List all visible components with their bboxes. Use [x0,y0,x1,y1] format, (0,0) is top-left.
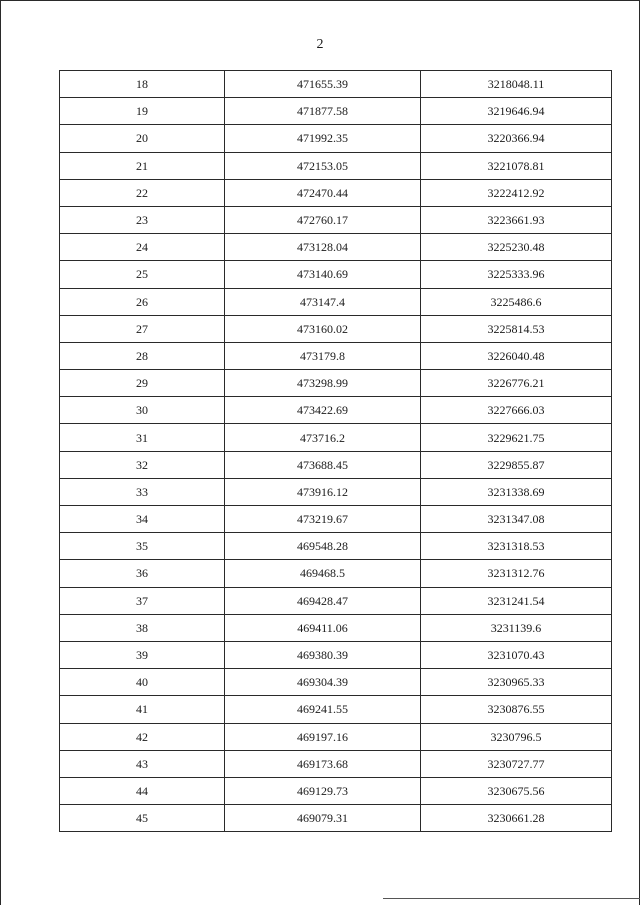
point-number-cell: 26 [60,288,225,315]
y-coordinate-cell: 3230727.77 [421,750,612,777]
table-row [60,669,612,696]
point-number-cell: 27 [60,315,225,342]
y-coordinate-cell: 3230876.55 [421,696,612,723]
point-number-cell: 30 [60,397,225,424]
table-row [60,370,612,397]
y-coordinate-cell: 3226040.48 [421,342,612,369]
x-coordinate-cell: 469411.06 [225,614,421,641]
table-row [60,777,612,804]
y-coordinate-cell: 3230661.28 [421,805,612,832]
point-number-cell: 19 [60,98,225,125]
point-number-cell: 41 [60,696,225,723]
x-coordinate-cell: 469173.68 [225,750,421,777]
coordinate-table-body [60,71,612,832]
y-coordinate-cell: 3230965.33 [421,669,612,696]
y-coordinate-cell: 3231139.6 [421,614,612,641]
y-coordinate-cell: 3222412.92 [421,179,612,206]
point-number-cell: 32 [60,451,225,478]
y-coordinate-cell: 3225333.96 [421,261,612,288]
x-coordinate-cell: 473916.12 [225,478,421,505]
x-coordinate-cell: 469304.39 [225,669,421,696]
table-row [60,152,612,179]
table-row [60,179,612,206]
table-row [60,234,612,261]
x-coordinate-cell: 472760.17 [225,206,421,233]
table-row [60,397,612,424]
point-number-cell: 40 [60,669,225,696]
x-coordinate-cell: 473688.45 [225,451,421,478]
table-row [60,315,612,342]
coordinate-table [59,70,612,832]
x-coordinate-cell: 473147.4 [225,288,421,315]
table-row [60,560,612,587]
x-coordinate-cell: 473298.99 [225,370,421,397]
table-row [60,506,612,533]
point-number-cell: 42 [60,723,225,750]
table-row [60,424,612,451]
y-coordinate-cell: 3225814.53 [421,315,612,342]
y-coordinate-cell: 3225230.48 [421,234,612,261]
x-coordinate-cell: 469079.31 [225,805,421,832]
point-number-cell: 34 [60,506,225,533]
x-coordinate-cell: 472153.05 [225,152,421,179]
x-coordinate-cell: 469380.39 [225,641,421,668]
table-row [60,614,612,641]
x-coordinate-cell: 473128.04 [225,234,421,261]
point-number-cell: 45 [60,805,225,832]
point-number-cell: 39 [60,641,225,668]
point-number-cell: 29 [60,370,225,397]
point-number-cell: 21 [60,152,225,179]
y-coordinate-cell: 3231070.43 [421,641,612,668]
point-number-cell: 43 [60,750,225,777]
point-number-cell: 23 [60,206,225,233]
scan-left-edge [0,0,1,905]
x-coordinate-cell: 469428.47 [225,587,421,614]
y-coordinate-cell: 3219646.94 [421,98,612,125]
y-coordinate-cell: 3230796.5 [421,723,612,750]
table-row [60,723,612,750]
y-coordinate-cell: 3230675.56 [421,777,612,804]
x-coordinate-cell: 473716.2 [225,424,421,451]
point-number-cell: 20 [60,125,225,152]
y-coordinate-cell: 3229855.87 [421,451,612,478]
table-row [60,478,612,505]
table-row [60,696,612,723]
y-coordinate-cell: 3231318.53 [421,533,612,560]
table-row [60,451,612,478]
table-row [60,98,612,125]
x-coordinate-cell: 473160.02 [225,315,421,342]
x-coordinate-cell: 471992.35 [225,125,421,152]
point-number-cell: 24 [60,234,225,261]
y-coordinate-cell: 3218048.11 [421,71,612,98]
table-row [60,206,612,233]
x-coordinate-cell: 469548.28 [225,533,421,560]
x-coordinate-cell: 469241.55 [225,696,421,723]
x-coordinate-cell: 473219.67 [225,506,421,533]
x-coordinate-cell: 471655.39 [225,71,421,98]
table-row [60,125,612,152]
point-number-cell: 44 [60,777,225,804]
x-coordinate-cell: 469197.16 [225,723,421,750]
table-row [60,342,612,369]
x-coordinate-cell: 471877.58 [225,98,421,125]
y-coordinate-cell: 3231241.54 [421,587,612,614]
point-number-cell: 28 [60,342,225,369]
table-row [60,71,612,98]
y-coordinate-cell: 3225486.6 [421,288,612,315]
x-coordinate-cell: 473422.69 [225,397,421,424]
table-row [60,288,612,315]
point-number-cell: 22 [60,179,225,206]
scan-bottom-mark [383,898,640,899]
table-row [60,641,612,668]
x-coordinate-cell: 473179.8 [225,342,421,369]
table-row [60,261,612,288]
y-coordinate-cell: 3221078.81 [421,152,612,179]
point-number-cell: 18 [60,71,225,98]
x-coordinate-cell: 469129.73 [225,777,421,804]
page-number: 2 [316,37,324,52]
point-number-cell: 38 [60,614,225,641]
y-coordinate-cell: 3227666.03 [421,397,612,424]
x-coordinate-cell: 473140.69 [225,261,421,288]
table-row [60,805,612,832]
table-row [60,533,612,560]
scan-top-edge [0,0,640,1]
point-number-cell: 33 [60,478,225,505]
x-coordinate-cell: 469468.5 [225,560,421,587]
y-coordinate-cell: 3231312.76 [421,560,612,587]
y-coordinate-cell: 3220366.94 [421,125,612,152]
y-coordinate-cell: 3226776.21 [421,370,612,397]
table-row [60,587,612,614]
x-coordinate-cell: 472470.44 [225,179,421,206]
point-number-cell: 31 [60,424,225,451]
point-number-cell: 25 [60,261,225,288]
point-number-cell: 36 [60,560,225,587]
point-number-cell: 37 [60,587,225,614]
y-coordinate-cell: 3229621.75 [421,424,612,451]
y-coordinate-cell: 3223661.93 [421,206,612,233]
table-row [60,750,612,777]
point-number-cell: 35 [60,533,225,560]
y-coordinate-cell: 3231347.08 [421,506,612,533]
y-coordinate-cell: 3231338.69 [421,478,612,505]
